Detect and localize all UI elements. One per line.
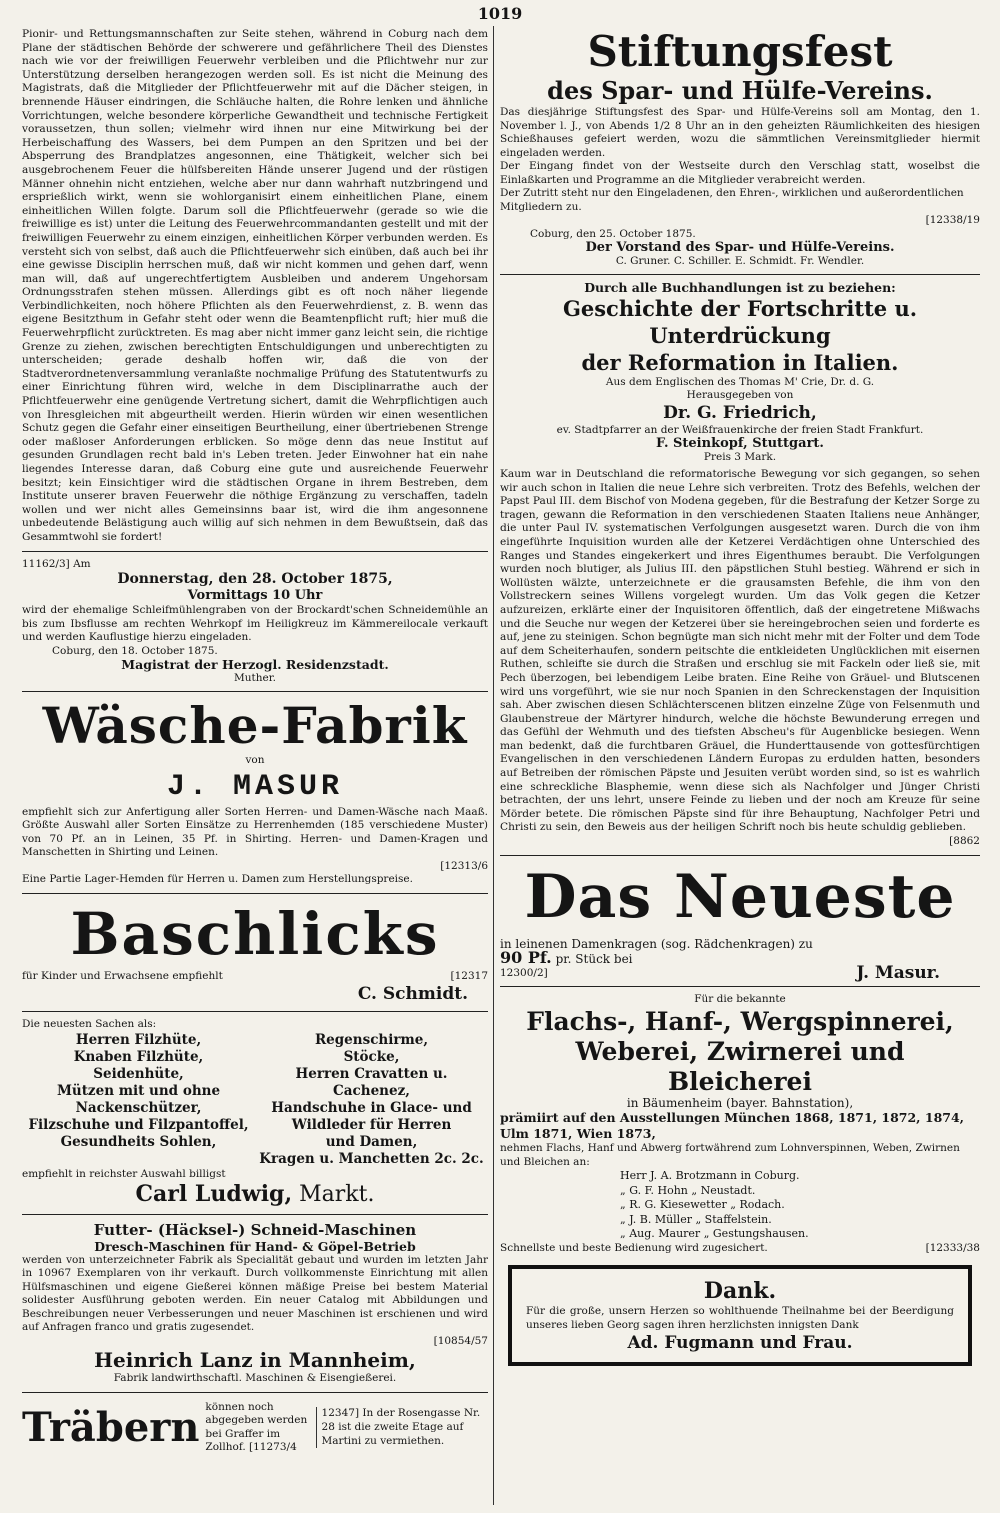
flachs-agent <box>620 1169 980 1184</box>
divider <box>22 893 488 894</box>
divider <box>22 691 488 692</box>
ludwig-items-right <box>255 1032 488 1168</box>
baschlicks-ref: [12317 <box>450 969 488 982</box>
agent-place: „ Neustadt. <box>691 1183 756 1197</box>
flachs-title-2: Weberei, Zwirnerei und Bleicherei <box>575 1036 905 1096</box>
ludwig-item: Handschuhe in Glace- und <box>271 1099 472 1116</box>
ludwig-item: Mützen mit und ohne <box>56 1082 221 1099</box>
stiftung-names: C. Gruner. C. Schiller. E. Schmidt. Fr. Wendler. <box>615 254 865 267</box>
book-title-2: der Reformation in Italien. <box>581 349 899 375</box>
dank-body: Für die große, unsern Herzen so wohlthuende Theilnahme bei der Beerdigung unseres lieben Georg sagen ihren herzlichsten innigsten Dank <box>526 1305 954 1331</box>
stiftung-body3: Der Zutritt steht nur den Eingeladenen, den Ehren-, wirklichen und außerordentlichen Mitgliedern zu. <box>500 187 964 213</box>
page-number: 1019 <box>477 4 523 23</box>
stiftung-subtitle: des Spar- und Hülfe-Vereins. <box>547 76 933 105</box>
rosengasse-ad: 12347] In der Rosengasse Nr. 28 ist die zweite Etage auf Martini zu vermiethen. <box>316 1407 488 1448</box>
lanz-ad <box>22 1221 488 1386</box>
book-from: Aus dem Englischen des Thomas M' Crie, Dr. d. G. <box>605 375 875 388</box>
waesche-ad <box>22 698 488 887</box>
traebern-ad <box>22 1401 488 1455</box>
book-ad <box>500 281 980 849</box>
book-ref: [8862 <box>949 835 980 848</box>
ludwig-item: und Damen, <box>325 1133 418 1150</box>
flachs-tail: Schnellste und beste Bedienung wird zugesichert. <box>500 1241 768 1254</box>
right-column <box>500 28 980 1503</box>
agent-name: „ G. F. Hohn <box>620 1183 688 1197</box>
lanz-title: Futter- (Häcksel-) Schneid-Maschinen <box>93 1221 417 1240</box>
divider <box>500 274 980 275</box>
baschlicks-title: Baschlicks <box>70 899 440 968</box>
agent-name: „ R. G. Kiesewetter <box>620 1198 727 1212</box>
book-price: Preis 3 Mark. <box>703 450 777 463</box>
ludwig-place: Markt. <box>299 1182 375 1208</box>
waesche-ref: [12313/6 <box>440 859 488 872</box>
book-editor-label: Herausgegeben von <box>686 389 794 401</box>
ludwig-item: Filzschuhe und Filzpantoffel, <box>28 1116 249 1133</box>
agent-place: „ Rodach. <box>730 1198 785 1212</box>
neueste-title: Das Neueste <box>524 861 956 932</box>
book-editor-desc: ev. Stadtpfarrer an der Weißfrauenkirche der freien Stadt Frankfurt. <box>556 423 924 436</box>
lanz-body: werden von unterzeichneter Fabrik als Specialität gebaut und wurden im letzten Jahr in 10967 Exemplaren von ihr verkauft. Durch vollkommenste Einrichtung mit allen Hülfsmaschinen und eigene Gießerei können mäßige Preise bei bestem Material solidester Ausführung geboten werden. Ein neuer Catalog mit Abbildungen und Beschreibungen neuer Verbesserungen und neuer Maschinen ist erschienen und wird auf Anfragen franco und gratis zugesendet. <box>22 1253 488 1334</box>
flachs-agent <box>620 1184 980 1199</box>
agent-place: „ Gestungshausen. <box>703 1227 809 1241</box>
flachs-agent <box>620 1198 980 1213</box>
lanz-ref: [10854/57 <box>433 1334 488 1347</box>
waesche-body: empfiehlt sich zur Anfertigung aller Sorten Herren- und Damen-Wäsche nach Maaß. Größte Auswahl aller Sorten Einsätze zu Herrenhemden (185 verschiedene Muster) von 70 Pf. an in Leinen, 35 Pf. in Shirting. Herren- und Damen-Kragen und Manschetten in Shirting und Leinen. <box>22 805 488 859</box>
ludwig-items-left <box>22 1032 255 1168</box>
ludwig-item: Herren Filzhüte, <box>75 1031 202 1048</box>
book-publisher: F. Steinkopf, Stuttgart. <box>656 436 824 451</box>
ludwig-item: Nackenschützer, <box>75 1099 202 1116</box>
ludwig-item: Kragen u. Manchetten 2c. 2c. <box>259 1150 484 1167</box>
divider <box>22 1392 488 1393</box>
auction-am: Am <box>73 557 91 570</box>
auction-time: Vormittags 10 Uhr <box>187 588 323 604</box>
divider <box>22 1214 488 1215</box>
neueste-line1: in leinenen Damenkragen (sog. Rädchenkragen) zu <box>500 936 813 951</box>
agent-name: „ J. B. Müller <box>620 1212 692 1226</box>
neueste-price: 90 Pf. <box>500 948 552 968</box>
stiftungsfest-ad <box>500 28 980 268</box>
stiftung-body: Das diesjährige Stiftungsfest des Spar- und Hülfe-Vereins soll am Montag, den 1. November l. J., von Abends 1/2 8 Uhr an in den geheizten Räumlichkeiten des hiesigen Schießhauses gefeiert werden, wozu die sämmtlichen Vereinsmitglieder hiermit eingeladen werden. <box>500 106 980 159</box>
auction-signer: Muther. <box>234 671 276 684</box>
waesche-firm: J. MASUR <box>166 769 344 804</box>
lanz-name: Heinrich Lanz in Mannheim, <box>94 1348 416 1373</box>
stiftung-body2: Der Eingang findet von der Westseite durch den Verschlag statt, woselbst die Einlaßkarten und Programme an die Mitglieder verabreicht werden. <box>500 160 980 186</box>
dank-sign: Ad. Fugmann und Frau. <box>627 1333 853 1354</box>
lanz-sub: Fabrik landwirthschaftl. Maschinen & Eisengießerei. <box>113 1372 397 1385</box>
baschlicks-seller: C. Schmidt. <box>357 984 468 1005</box>
waesche-extra: Eine Partie Lager-Hemden für Herren u. Damen zum Herstellungspreise. <box>22 873 413 886</box>
divider <box>500 855 980 856</box>
traebern-word: Träbern <box>22 1404 200 1452</box>
column-divider <box>493 26 494 1505</box>
ludwig-item: Regenschirme, <box>314 1031 429 1048</box>
auction-issuer: Magistrat der Herzogl. Residenzstadt. <box>121 657 389 673</box>
ludwig-tail: empfiehlt in reichster Auswahl billigst <box>22 1167 226 1180</box>
waesche-von: von <box>245 754 265 767</box>
stiftung-board: Der Vorstand des Spar- und Hülfe-Vereins. <box>585 240 895 255</box>
ludwig-intro: Die neuesten Sachen als: <box>22 1018 157 1031</box>
ludwig-item: Stöcke, <box>343 1048 400 1065</box>
agent-name: „ Aug. Maurer <box>620 1227 701 1241</box>
dank-title: Dank. <box>703 1278 777 1305</box>
neueste-firm: J. Masur. <box>856 962 940 983</box>
stiftung-date: Coburg, den 25. October 1875. <box>530 227 696 240</box>
neueste-ad <box>500 862 980 981</box>
book-title-1: Geschichte der Fortschritte u. Unterdrückung <box>562 295 918 348</box>
ludwig-ad <box>22 1018 488 1208</box>
auction-notice <box>22 558 488 686</box>
stiftung-ref: [12338/19 <box>925 214 980 226</box>
left-column <box>22 28 488 1503</box>
divider <box>22 551 488 552</box>
fire-brigade-article: Pionir- und Rettungsmannschaften zur Seite stehen, während in Coburg nach dem Plane der städtischen Behörde der schwerere und gefährlichere Theil des Dienstes nach wie vor der freiwilligen Feuerwehr verbleiben und die Pflichtwehr nur zur Unterstützung derselben herangezogen werden soll. Es ist nicht die Meinung des Magistrats, daß die Mitglieder der Pflichtfeuerwehr mit auf die Dächer steigen, in brennende Häuser eindringen, die Schläuche halten, die Rohre lenken und ähnliche Vorrichtungen, welche besondere körperliche Gewandtheit und technische Fertigkeit voraussetzen, thun sollen; vielmehr wird ihnen nur eine Mitwirkung bei der Herbeischaffung des Wassers, bei dem Pumpen an den Spritzen und bei der Absperrung des Brandplatzes angesonnen, eine Thätigkeit, welcher sich bei ausgebrochenem Feuer die hülfsbereiten Hände unserer Jugend und der rüstigen Männer ohnehin nicht entziehen, welche aber nur dann wahrhaft nutzbringend und ersprießlich wirkt, wenn sie wohlorganisirt einem einheitlichen Plane, einem einheitlichen Willen folgte. Darum soll die Pflichtfeuerwehr (gerade so wie die freiwillige es ist) unter die Leitung des Feuerwehrcommandanten gestellt und mit der freiwilligen Feuerwehr zu einem einzigen, einheitlichen Körper verbunden werden. Es versteht sich von selbst, daß auch die Pflichtfeuerwehr sich einüben, daß auch bei ihr eine gewisse Disciplin herrschen muß, daß wir nicht kommen und gehen darf, wenn man will, daß auf ungerechtfertigtem Ausbleiben und anderem Ungehorsam Ordnungsstrafen stehen müssen. Allerdings gibt es oft noch näher liegende Verbindlichkeiten, noch höhere Pflichten als den Feuerwehrdienst, z. B. wenn das eigene Besitzthum in Gefahr steht oder wenn die Beamtenpflicht ruft; hier muß die Feuerwehrpflicht zurücktreten. Es mag aber nicht immer ganz leicht sein, die richtige Grenze zu ziehen, zwischen berechtigten Entschuldigungen und unberechtigten zu unterscheiden; gerade deshalb hoffen wir, daß die von der Stadtverordnetenversammlung veranlaßte nochmalige Prüfung des Statutentwurfs zu einer Einrichtung führen wird, welche in dem Disciplinarrathe auch der Pflichtfeuerwehr eine genügende Vertretung sichert, damit die Wehrpflichtigen auch von Ihresgleichen mit abgeurtheilt werden. Hierin würden wir einen wesentlichen Schutz gegen die Gefahr einer einseitigen Beurtheilung, einer übertriebenen Strenge oder maßloser Anforderungen erblicken. So möge denn das neue Institut auf gesunden Grundlagen recht bald in's Leben treten. Jeder Einwohner hat ein nahe liegendes Interesse daran, daß Coburg eine gute und ausreichende Feuerwehr besitzt; kein Einsichtiger wird die städtischen Organe in ihrem Bestreben, dem Institute unserer braven Feuerwehr die nöthige Ergänzung zu verschaffen, tadeln wollen und wer nicht alles Gemeinsinns baar ist, wird die ihm angesonnene unbedeutende Belästigung auch willig auf sich nehmen in dem Bewußtsein, daß das Gesammtwohl sie fordert! <box>22 28 488 543</box>
baschlicks-ad <box>22 900 488 1006</box>
flachs-place: in Bäumenheim (bayer. Bahnstation), <box>626 1095 854 1110</box>
neueste-line2: pr. Stück bei <box>555 952 633 967</box>
ludwig-item: Gesundheits Sohlen, <box>60 1133 217 1150</box>
agent-place: „ Staffelstein. <box>695 1212 772 1226</box>
book-editor: Dr. G. Friedrich, <box>663 402 817 423</box>
divider <box>500 986 980 987</box>
flachs-title-1: Flachs-, Hanf-, Wergspinnerei, <box>526 1006 954 1036</box>
auction-body: wird der ehemalige Schleifmühlengraben von der Brockardt'schen Schneidemühle an bis zum Ibsflusse am rechten Wehrkopf im Heiligkreuz im Kämmereilocale verkauft und werden Kauflustige hierzu eingeladen. <box>22 604 488 644</box>
flachs-agent <box>620 1213 980 1228</box>
ludwig-name: Carl Ludwig, <box>135 1181 293 1208</box>
book-body: Kaum war in Deutschland die reformatorische Bewegung vor sich gegangen, so sehen wir auch schon in Italien die neue Lehre sich verbreiten. Trotz des Befehls, welchen der Papst Paul III. dem Bischof von Modena gegeben, für die Bestrafung der Ketzer Sorge zu tragen, gewann die Reformation in den verschiedenen Staaten Italiens neue Anhänger, die unter Paul IV. systematischen Verfolgungen ausgesetzt waren. Durch die von ihm eingeführte Inquisition wurden alle der Ketzerei Verdächtigen ohne Unterschied des Ranges und Standes eingekerkert und ihres Eigenthumes beraubt. Die Verfolgungen wurden noch blutiger, als Julius III. den päpstlichen Stuhl bestieg. Während er sich in Wollüsten wälzte, unterzeichnete er die grausamsten Befehle, die ihm von den Vollstreckern seines Willens vorgelegt wurden. Um das Volk gegen die Ketzer aufzureizen, erklärte einer der Inquisitoren öffentlich, daß der eingetretene Mißwachs und die Seuche nur wegen der Ketzerei über sie hereingebrochen seien und forderte es auf, jene zu steinigen. Schon begnügte man sich nicht mehr mit der Folter und dem Tode auf dem Scheiterhaufen, sondern peitschte die entkleideten Unglücklichen mit eisernen Ruthen, schleifte sie durch die Straßen und erschlug sie mit Fackeln oder ließ sie, mit Pech überzogen, bei lebendigem Leibe braten. Eine Reihe von Gräuel- und Blutscenen wird uns vorgeführt, wie sie nur noch Spanien in den Schreckenstagen der Inquisition sah. Aber zwischen diesen Schlächterscenen blitzen einzelne Züge von Felsenmuth und Glaubenstreue der Märtyrer hindurch, welche die höchste Bewunderung erregen und das Gefühl der Wehmuth und des tiefsten Abscheu's für Augenblicke besiegen. Wenn man bedenkt, daß die furchtbaren Gräuel, die Hunderttausende von gottesfürchtigen Evangelischen in den verschiedenen Ländern Europas zu erdulden hatten, besonders auf Betreiben der römischen Päpste und Jesuiten verübt worden sind, so ist es wahrlich eine schreckliche Blasphemie, wenn diese sich als Nachfolger und Jünger Christi betrachten, der uns lehrt, unsere Feinde zu lieben und der noch am Kreuze für seine Mörder betete. Die römischen Päpste sind für ihre Behauptung, Nachfolger Petri und Christi zu sein, den Beweis aus der heiligen Schrift noch bis heute schuldig geblieben. <box>500 468 980 834</box>
lanz-subtitle: Dresch-Maschinen für Hand- & Göpel-Betrieb <box>94 1239 416 1255</box>
stiftung-title: Stiftungsfest <box>587 28 893 76</box>
auction-ref: 11162/3] <box>22 557 70 570</box>
flachs-agent <box>620 1227 980 1242</box>
auction-place-date: Coburg, den 18. October 1875. <box>52 644 218 657</box>
flachs-take: nehmen Flachs, Hanf und Abwerg fortwährend zum Lohnverspinnen, Weben, Zwirnen und Bleichen an: <box>500 1142 960 1168</box>
agent-name: Herr J. A. Brotzmann <box>620 1169 737 1183</box>
flachs-ref: [12333/38 <box>925 1241 980 1254</box>
waesche-title: Wäsche-Fabrik <box>42 696 468 756</box>
neueste-ref: 12300/2] <box>500 966 548 979</box>
book-banner: Durch alle Buchhandlungen ist zu beziehen: <box>584 280 896 295</box>
ludwig-item: Herren Cravatten u. Cachenez, <box>295 1065 448 1099</box>
ludwig-item: Seidenhüte, <box>93 1065 184 1082</box>
flachs-ad <box>500 993 980 1255</box>
baschlicks-body: für Kinder und Erwachsene empfiehlt <box>22 969 223 982</box>
ludwig-item: Knaben Filzhüte, <box>73 1048 204 1065</box>
agent-place: in Coburg. <box>740 1169 800 1183</box>
flachs-intro: Für die bekannte <box>694 993 786 1006</box>
ludwig-item: Wildleder für Herren <box>291 1116 452 1133</box>
flachs-prize: prämiirt auf den Ausstellungen München 1868, 1871, 1872, 1874, Ulm 1871, Wien 1873, <box>500 1110 965 1142</box>
auction-date: Donnerstag, den 28. October 1875, <box>117 571 393 588</box>
dank-notice <box>508 1265 972 1366</box>
divider <box>22 1011 488 1012</box>
traebern-text: können noch abgegeben werden bei Graffer im Zollhof. [11273/4 <box>205 1400 308 1454</box>
